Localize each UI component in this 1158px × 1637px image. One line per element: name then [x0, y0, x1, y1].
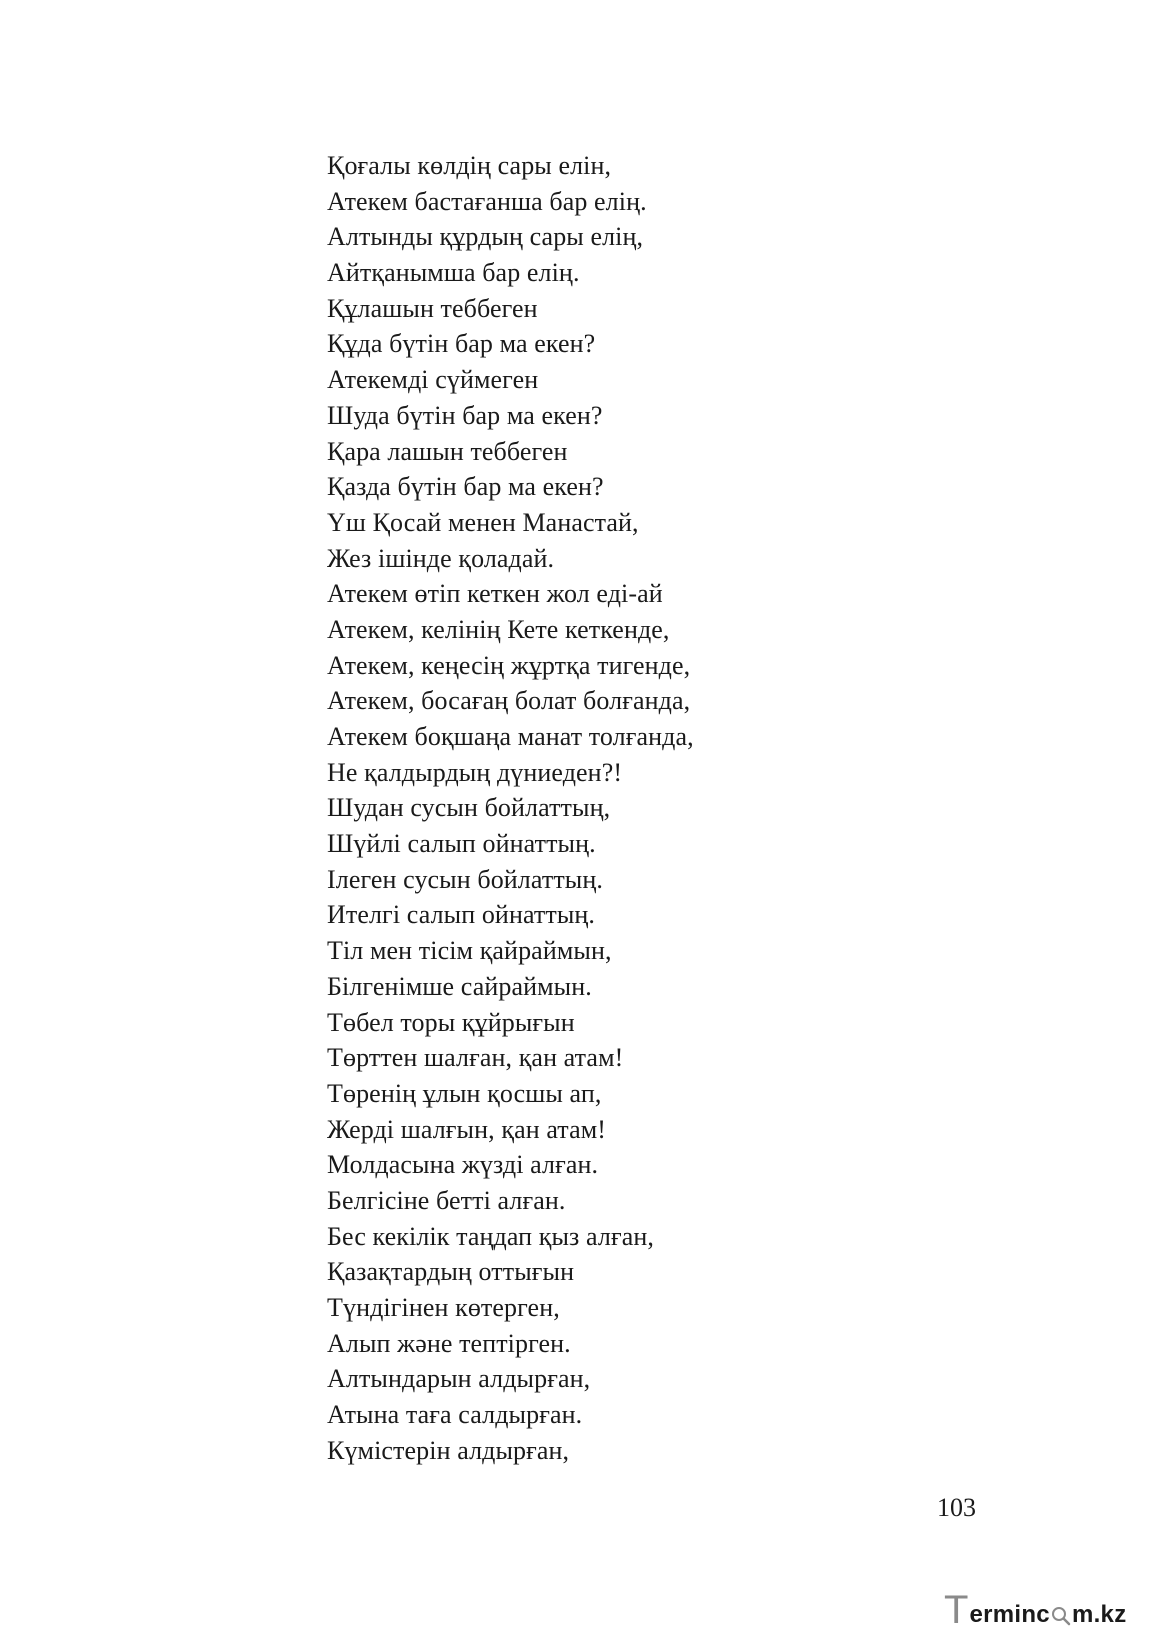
poem-line: Не қалдырдың дүниеден?! — [327, 757, 623, 787]
poem-line: Ілеген сусын бойлаттың. — [327, 864, 603, 894]
poem-line: Атекем, келінің Кете кеткенде, — [327, 614, 670, 644]
poem-line: Молдасына жүзді алған. — [327, 1150, 599, 1180]
poem-line: Қоғалы көлдің сары елін, — [327, 151, 612, 180]
poem-line: Атекем өтіп кеткен жол еді-ай — [327, 579, 663, 609]
poem-line: Атына таға салдырған. — [327, 1400, 583, 1430]
poem-line: Атекем, босағаң болат болғанда, — [327, 686, 691, 716]
poem-line: Білгенімше сайраймын. — [327, 971, 592, 1001]
poem-line: Үш Қосай менен Манастай, — [327, 507, 639, 537]
poem-line: Жерді шалғын, қан атам! — [327, 1114, 607, 1144]
poem-line: Тіл мен тісім қайраймын, — [327, 936, 612, 966]
poem-line: Жез ішінде қоладай. — [327, 543, 555, 573]
poem-line: Шудан сусын бойлаттың, — [327, 793, 611, 823]
poem-line: Алтындарын алдырған, — [327, 1364, 591, 1394]
poem-line: Түндігінен көтерген, — [327, 1293, 560, 1322]
magnifier-icon — [1051, 1606, 1071, 1626]
page-number: 103 — [937, 1493, 976, 1522]
poem-text — [327, 148, 694, 1468]
poem-line: Атекем, кеңесің жұртқа тигенде, — [327, 650, 691, 680]
poem-line: Белгісіне бетті алған. — [327, 1185, 566, 1215]
watermark-text-part1: erminc — [969, 1601, 1050, 1628]
poem-line: Айтқанымша бар елің. — [327, 258, 580, 288]
poem-line: Шүйлі салып ойнаттың. — [327, 829, 596, 859]
poem-line: Шуда бүтін бар ма екен? — [327, 400, 603, 430]
poem-line: Күмістерін алдырған, — [327, 1435, 570, 1465]
poem-line: Атекем бастағанша бар елің. — [327, 186, 647, 216]
poem-line: Төренің ұлын қосшы ап, — [327, 1078, 602, 1108]
poem-line: Төбел торы құйрығын — [327, 1007, 575, 1037]
poem-line: Бес кекілік таңдап қыз алған, — [327, 1221, 654, 1251]
poem-line: Төрттен шалған, қан атам! — [327, 1043, 624, 1073]
termincom-watermark-logo — [944, 1586, 1127, 1630]
poem-line: Құда бүтін бар ма екен? — [327, 329, 596, 359]
poem-line: Алтынды құрдың сары елің, — [327, 222, 644, 252]
poem-line: Алып және тептірген. — [327, 1328, 571, 1358]
poem-line: Атекемді сүймеген — [327, 365, 539, 395]
watermark-text-part2: m.kz — [1071, 1601, 1127, 1628]
poem-line: Қара лашын теббеген — [327, 436, 568, 466]
poem-line: Қазақтардың оттығын — [327, 1257, 575, 1287]
poem-line: Атекем боқшаңа манат толғанда, — [327, 722, 694, 751]
poem-line: Қазда бүтін бар ма екен? — [327, 472, 604, 502]
poem-line: Ителгі салып ойнаттың. — [327, 900, 596, 930]
watermark-t-glyph: T — [944, 1588, 969, 1632]
poem-line: Құлашын теббеген — [327, 293, 538, 323]
